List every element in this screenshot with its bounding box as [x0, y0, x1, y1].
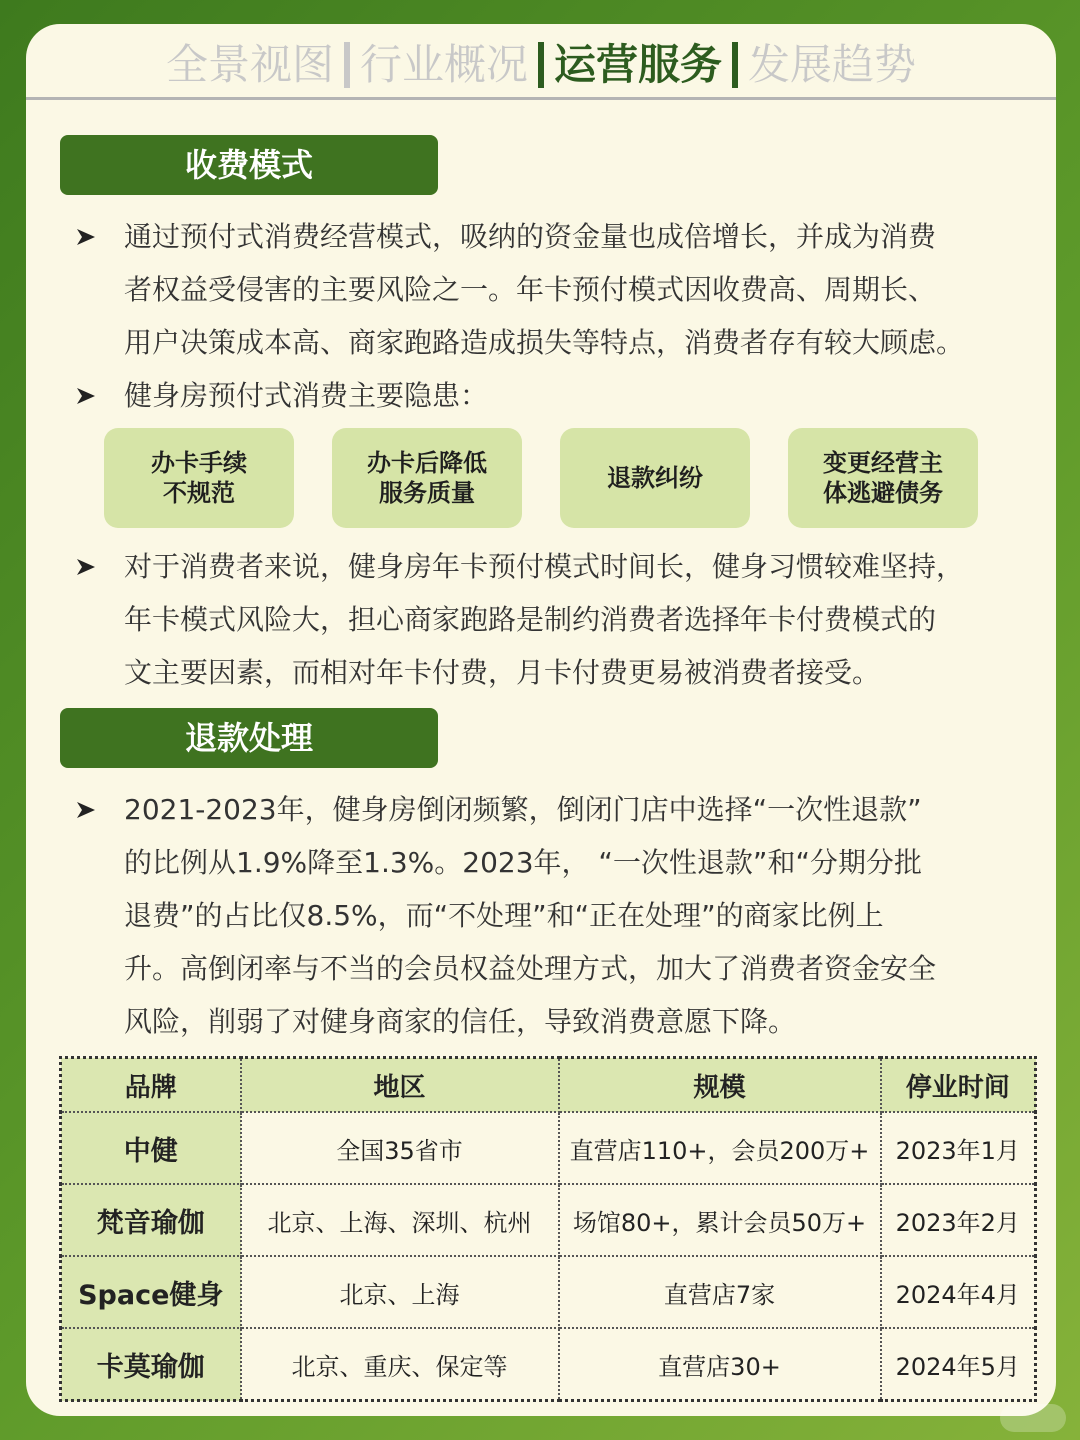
hazard-chip: 退款纠纷 — [560, 428, 750, 528]
top-nav — [26, 24, 1056, 100]
text-line: 用户决策成本高、商家跑路造成损失等特点，消费者存有较大顾虑。 — [124, 326, 965, 359]
tab-overview[interactable]: 全景视图 — [165, 40, 334, 89]
fee-bullet-1 — [76, 210, 1036, 369]
watermark-badge — [1000, 1404, 1066, 1432]
region-cell: 北京、重庆、保定等 — [241, 1328, 559, 1401]
tab-trends[interactable]: 发展趋势 — [748, 40, 917, 89]
text-line: 的比例从1.9%降至1.3%。2023年， “一次性退款”和“分期分批 — [124, 846, 922, 879]
fee-bullet-3-block — [76, 540, 1036, 699]
tab-separator — [344, 42, 350, 88]
text-line: 年卡模式风险大，担心商家跑路是制约消费者选择年卡付费模式的 — [124, 603, 937, 636]
arrow-bullet-icon — [76, 369, 98, 422]
text-line: 对于消费者来说，健身房年卡预付模式时间长，健身习惯较难坚持， — [124, 550, 965, 583]
brand-cell: 中健 — [61, 1112, 241, 1184]
fee-bullets — [76, 210, 1036, 422]
closure-time-cell: 2024年4月 — [881, 1256, 1036, 1328]
closure-table — [59, 1056, 1037, 1402]
header-scale: 规模 — [559, 1058, 881, 1113]
arrow-bullet-icon — [76, 210, 98, 263]
fee-bullet-2 — [76, 369, 1036, 422]
region-cell: 北京、上海、深圳、杭州 — [241, 1184, 559, 1256]
closure-time-cell: 2024年5月 — [881, 1328, 1036, 1401]
table-row — [61, 1184, 1036, 1256]
refund-section-title: 退款处理 — [60, 708, 438, 768]
hazard-chip: 办卡后降低 服务质量 — [332, 428, 522, 528]
scale-cell: 直营店7家 — [559, 1256, 881, 1328]
table-row — [61, 1328, 1036, 1401]
tab-separator — [732, 42, 738, 88]
arrow-bullet-icon — [76, 783, 98, 836]
brand-cell: 梵音瑜伽 — [61, 1184, 241, 1256]
fee-section-title: 收费模式 — [60, 135, 438, 195]
hazard-chip: 变更经营主 体逃避债务 — [788, 428, 978, 528]
tab-industry[interactable]: 行业概况 — [359, 40, 528, 89]
table-header-row — [61, 1058, 1036, 1113]
scale-cell: 直营店110+，会员200万+ — [559, 1112, 881, 1184]
closure-time-cell: 2023年2月 — [881, 1184, 1036, 1256]
region-cell: 北京、上海 — [241, 1256, 559, 1328]
region-cell: 全国35省市 — [241, 1112, 559, 1184]
content-card — [26, 24, 1056, 1416]
table-row — [61, 1256, 1036, 1328]
arrow-bullet-icon — [76, 540, 98, 593]
text-line: 文主要因素，而相对年卡付费，月卡付费更易被消费者接受。 — [124, 656, 881, 689]
text-line: 退费”的占比仅8.5%，而“不处理”和“正在处理”的商家比例上 — [124, 899, 884, 932]
header-closure-time: 停业时间 — [881, 1058, 1036, 1113]
text-line: 风险，削弱了对健身商家的信任，导致消费意愿下降。 — [124, 1005, 797, 1038]
fee-bullet-3 — [76, 540, 1036, 699]
brand-cell: 卡莫瑜伽 — [61, 1328, 241, 1401]
tab-separator — [538, 42, 544, 88]
header-brand: 品牌 — [61, 1058, 241, 1113]
header-region: 地区 — [241, 1058, 559, 1113]
closure-time-cell: 2023年1月 — [881, 1112, 1036, 1184]
scale-cell: 直营店30+ — [559, 1328, 881, 1401]
refund-bullet — [76, 783, 1036, 1048]
brand-cell: Space健身 — [61, 1256, 241, 1328]
text-line: 健身房预付式消费主要隐患： — [124, 379, 489, 412]
text-line: 者权益受侵害的主要风险之一。年卡预付模式因收费高、周期长、 — [124, 273, 937, 306]
hazard-chip: 办卡手续 不规范 — [104, 428, 294, 528]
refund-bullets — [76, 783, 1036, 1048]
scale-cell: 场馆80+，累计会员50万+ — [559, 1184, 881, 1256]
text-line: 2021-2023年，健身房倒闭频繁，倒闭门店中选择“一次性退款” — [124, 793, 922, 826]
hazard-chips — [104, 428, 1004, 528]
tab-operations[interactable]: 运营服务 — [554, 40, 723, 89]
text-line: 升。高倒闭率与不当的会员权益处理方式，加大了消费者资金安全 — [124, 952, 937, 985]
table-row — [61, 1112, 1036, 1184]
text-line: 通过预付式消费经营模式，吸纳的资金量也成倍增长，并成为消费 — [124, 220, 937, 253]
